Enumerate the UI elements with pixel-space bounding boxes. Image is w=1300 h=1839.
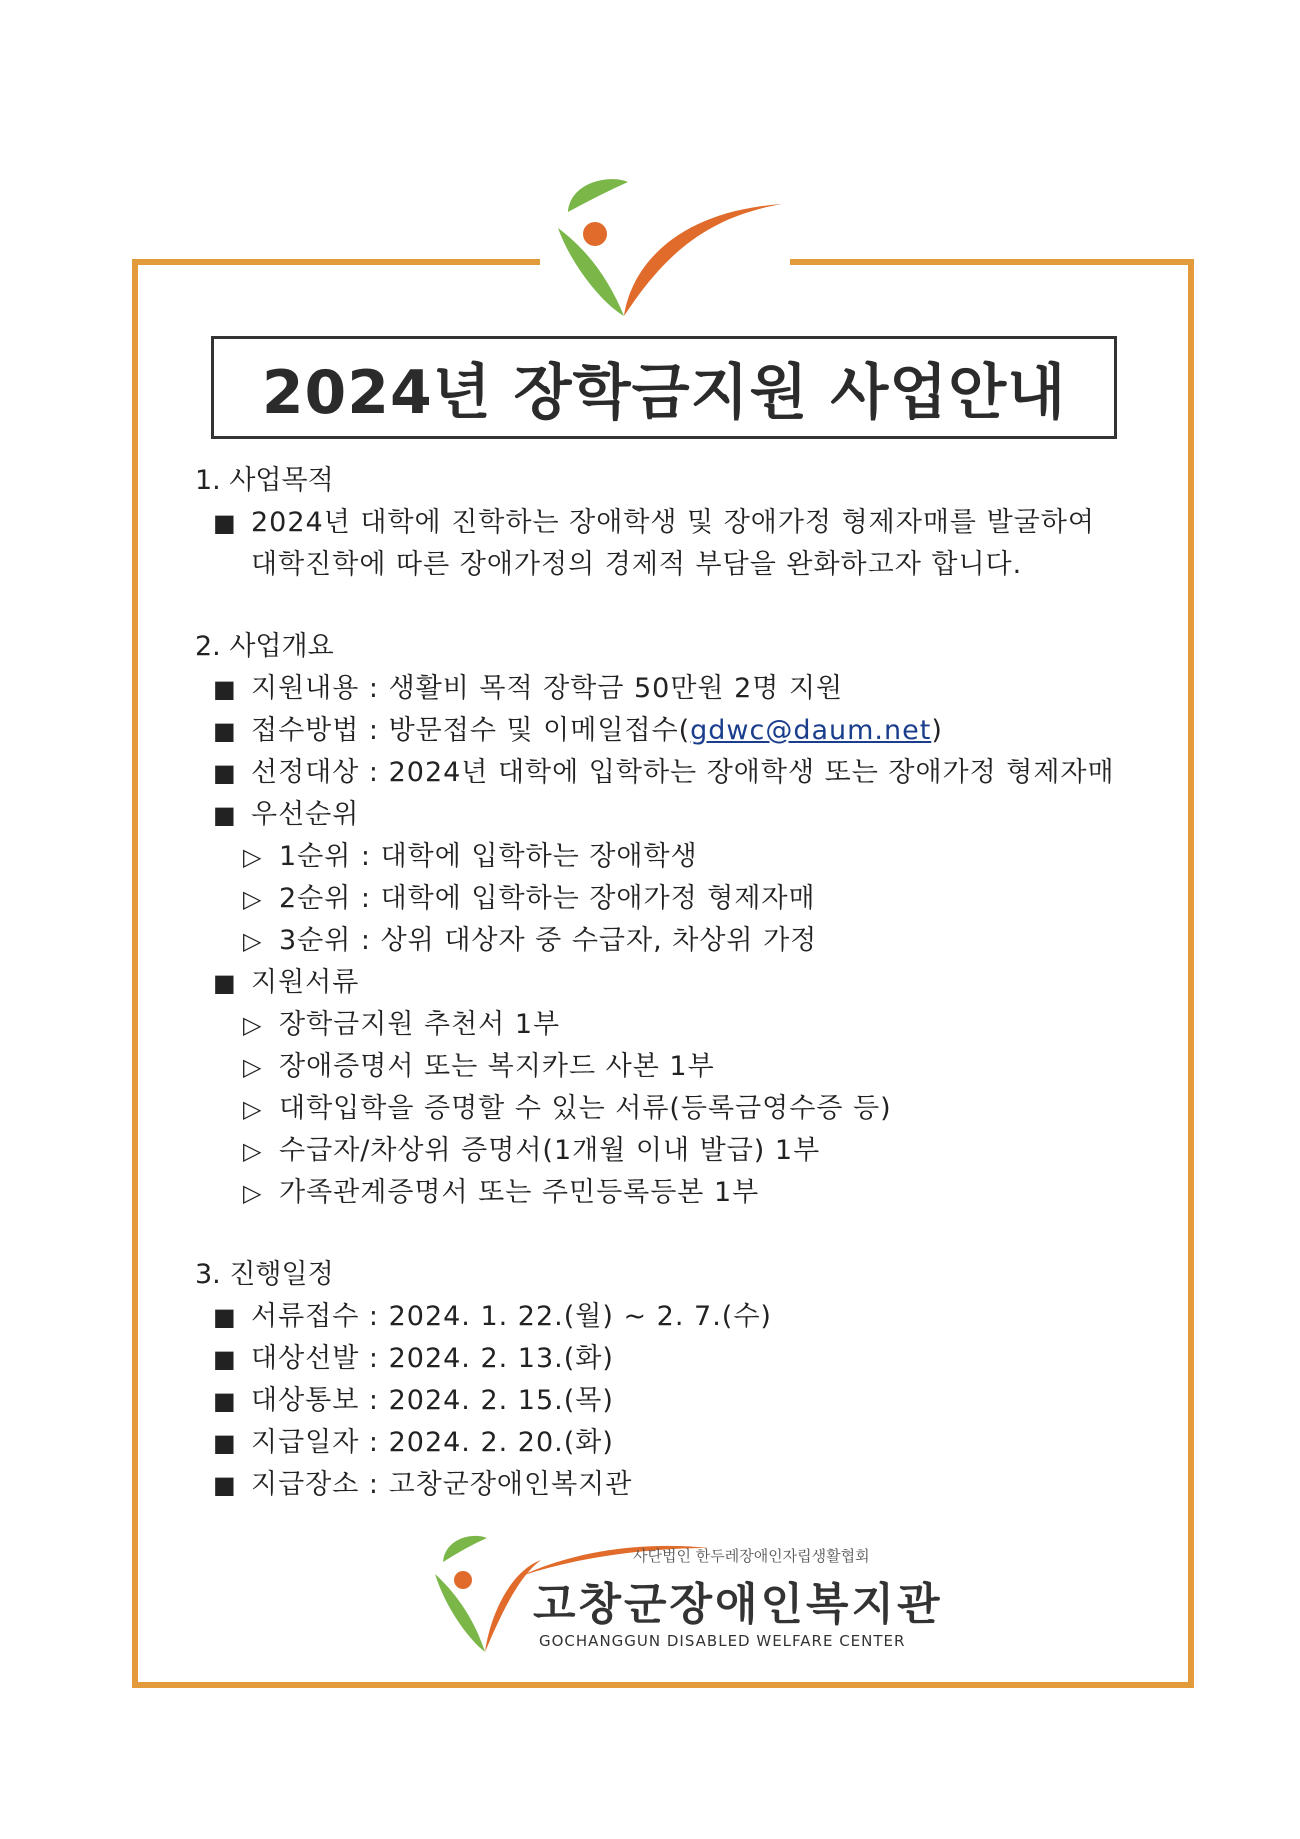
priority-3: 3순위 : 상위 대상자 중 수급자, 차상위 가정 [279,925,818,956]
triangle-right-icon: ▷ [243,1179,262,1207]
doc-item [195,1004,1155,1046]
list-item [195,710,1155,752]
purpose-line-1: 2024년 대학에 진학하는 장애학생 및 장애가정 형제자매를 발굴하여 [251,507,1095,538]
title-box [211,336,1117,439]
footer-name: 고창군장애인복지관 [533,1579,943,1630]
schedule-notice: 대상통보 : 2024. 2. 15.(목) [251,1385,614,1416]
schedule-payment-date: 지급일자 : 2024. 2. 20.(화) [251,1427,614,1458]
triangle-right-icon: ▷ [243,1095,262,1123]
schedule-item [195,1338,1155,1380]
footer-logo [433,1530,943,1660]
doc-4: 수급자/차상위 증명서(1개월 이내 발급) 1부 [279,1135,821,1166]
schedule-selection: 대상선발 : 2024. 2. 13.(화) [251,1343,614,1374]
priority-item [195,878,1155,920]
email-link[interactable]: gdwc@daum.net [690,715,932,746]
list-item [195,794,1155,836]
doc-item [195,1172,1155,1214]
schedule-item [195,1380,1155,1422]
triangle-right-icon: ▷ [243,1011,262,1039]
schedule-payment-place: 지급장소 : 고창군장애인복지관 [251,1469,633,1500]
doc-item [195,1130,1155,1172]
document-body [195,460,1155,1506]
black-square-icon: ■ [213,1345,236,1373]
apply-suffix: ) [931,715,943,746]
purpose-line-2: 대학진학에 따른 장애가정의 경제적 부담을 완화하고자 합니다. [251,549,1023,580]
section-2-heading: 2. 사업개요 [195,631,334,662]
black-square-icon: ■ [213,717,236,745]
doc-item [195,1088,1155,1130]
list-item [195,962,1155,1004]
black-square-icon: ■ [213,1387,236,1415]
schedule-item [195,1422,1155,1464]
frame-top-left-line [132,259,540,265]
black-square-icon: ■ [213,969,236,997]
black-square-icon: ■ [213,759,236,787]
black-square-icon: ■ [213,509,236,537]
schedule-item [195,1464,1155,1506]
schedule-receipt: 서류접수 : 2024. 1. 22.(월) ~ 2. 7.(수) [251,1301,772,1332]
priority-1: 1순위 : 대학에 입학하는 장애학생 [279,841,698,872]
section-3-heading: 3. 진행일정 [195,1259,334,1290]
footer-english-name: GOCHANGGUN DISABLED WELFARE CENTER [539,1632,906,1650]
selection-target: 선정대상 : 2024년 대학에 입학하는 장애학생 또는 장애가정 형제자매 [251,757,1115,788]
section-1-heading: 1. 사업목적 [195,465,334,496]
docs-label: 지원서류 [251,967,360,998]
triangle-right-icon: ▷ [243,1137,262,1165]
triangle-right-icon: ▷ [243,1053,262,1081]
black-square-icon: ■ [213,675,236,703]
priority-item [195,836,1155,878]
black-square-icon: ■ [213,1471,236,1499]
black-square-icon: ■ [213,801,236,829]
triangle-right-icon: ▷ [243,927,262,955]
triangle-right-icon: ▷ [243,885,262,913]
page-title: 2024년 장학금지원 사업안내 [261,357,1067,428]
doc-1: 장학금지원 추천서 1부 [279,1009,561,1040]
priority-2: 2순위 : 대학에 입학하는 장애가정 형제자매 [279,883,816,914]
priority-item [195,920,1155,962]
support-content: 지원내용 : 생활비 목적 장학금 50만원 2명 지원 [251,673,844,704]
doc-3: 대학입학을 증명할 수 있는 서류(등록금영수증 등) [279,1093,892,1124]
list-item [195,752,1155,794]
schedule-item [195,1296,1155,1338]
footer-org: 사단법인 한두레장애인자립생활협회 [633,1547,870,1565]
doc-item [195,1046,1155,1088]
apply-method: 접수방법 : 방문접수 및 이메일접수( [251,715,691,746]
welfare-center-logo-icon [550,172,790,322]
black-square-icon: ■ [213,1429,236,1457]
frame-top-right-line [790,259,1194,265]
triangle-right-icon: ▷ [243,843,262,871]
purpose-item [195,502,1155,586]
doc-5: 가족관계증명서 또는 주민등록등본 1부 [279,1177,760,1208]
list-item [195,668,1155,710]
priority-label: 우선순위 [251,799,360,830]
doc-2: 장애증명서 또는 복지카드 사본 1부 [279,1051,715,1082]
black-square-icon: ■ [213,1303,236,1331]
